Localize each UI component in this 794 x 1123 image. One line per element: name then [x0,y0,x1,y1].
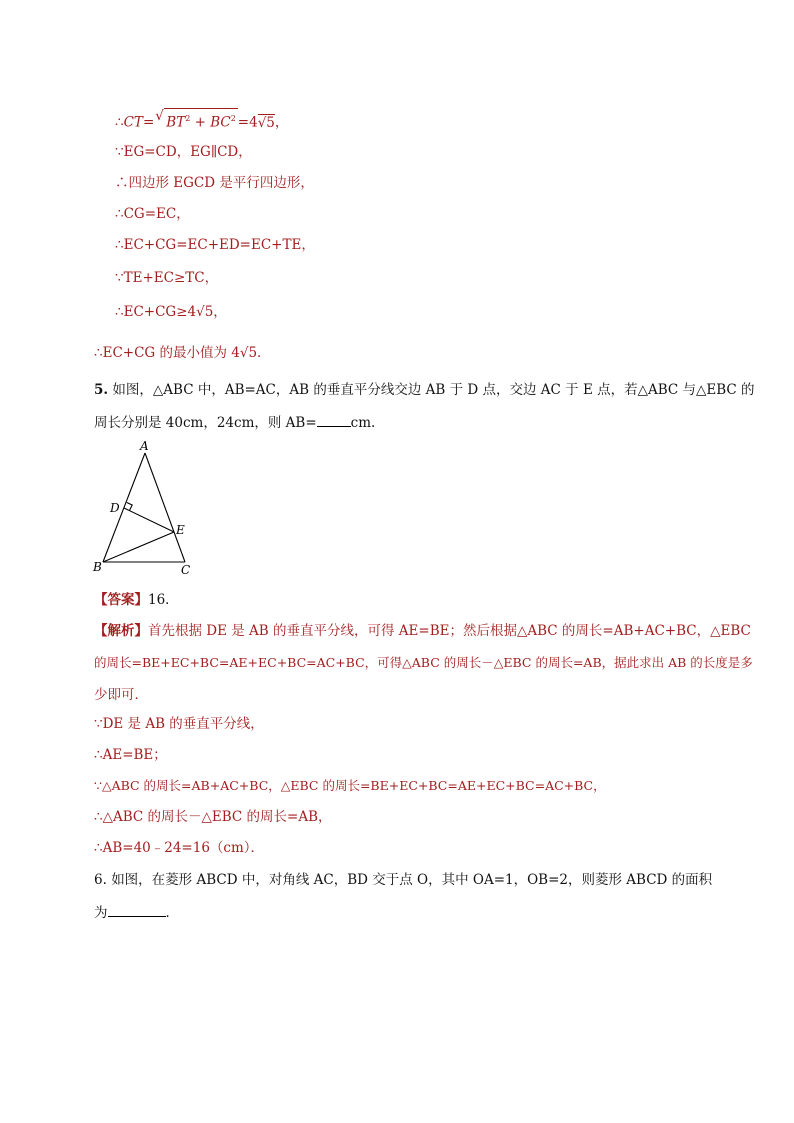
q5-answer-blank[interactable] [317,412,351,427]
q5-analysis-line3: 少即可． [94,687,148,703]
step-eg: ∵EG=CD，EG∥CD， [115,144,252,160]
q5-analysis-line2: 的周长=BE+EC+BC=AE+EC+BC=AC+BC，可得△ABC 的周长－△EBC 的周长=AB，据此求出 AB 的长度是多 [94,655,753,670]
q6-number: 6. [94,872,107,888]
step-parallelogram: ∴四边形 EGCD 是平行四边形， [115,175,314,191]
analysis-tag: 【解析】 [94,623,148,639]
step-result: ∴EC+CG≥4√5， [115,304,227,320]
q5-step-3: ∵△ABC 的周长=AB+AC+BC，△EBC 的周长=BE+EC+BC=AE+EC+BC=AC+BC， [94,778,606,793]
step-sum: ∴EC+CG=EC+ED=EC+TE， [115,237,315,253]
q5-step-2: ∴AE=BE； [94,747,167,763]
analysis-text-1: 首先根据 DE 是 AB 的垂直平分线，可得 AE=BE；然后根据△ABC 的周长=AB+AC+BC，△EBC [148,623,751,639]
label-a: A [140,440,149,453]
q5-answer [94,590,179,610]
step-ct: ∴CT= √ $BT^2 + BC^2 =4√5$， [115,108,289,131]
q5-line1: 如图，△ABC 中，AB=AC，AB 的垂直平分线交边 AB 于 D 点，交边 AC 于 E 点，若△ABC 与△EBC 的 [112,382,755,398]
q5-step-1: ∵DE 是 AB 的垂直平分线， [94,716,264,732]
q6-answer-blank[interactable] [108,902,166,917]
q6-line2-pre: 为 [94,905,108,921]
step-triangle-ineq: ∵TE+EC≥TC， [115,270,219,286]
q6-line2-post: ． [165,905,179,921]
side-ac [145,453,185,562]
q6-text-line2 [94,902,179,923]
q5-step-5: ∴AB=40﹣24=16（cm）． [94,840,265,856]
q5-step-4: ∴△ABC 的周长－△EBC 的周长=AB， [94,809,332,825]
q6-text-line1 [94,870,712,890]
answer-value: 16． [148,592,179,608]
q6-line1: 如图，在菱形 ABCD 中，对角线 AC，BD 交于点 O，其中 OA=1，OB=2，则菱形 ABCD 的面积 [111,872,713,888]
label-b: B [93,560,102,574]
q5-line2-post: cm. [350,415,376,431]
answer-tag: 【答案】 [94,592,148,608]
step-cg-ec: ∴CG=EC， [115,206,190,222]
q5-number: 5. [94,382,109,398]
q5-line2-pre: 周长分别是 40cm，24cm，则 AB= [94,415,317,431]
q5-triangle-figure [88,440,208,580]
q5-text-line1 [94,380,755,400]
conclusion: ∴EC+CG 的最小值为 4√5． [94,345,271,361]
q5-analysis-line1 [94,621,751,641]
label-c: C [181,563,191,577]
q5-text-line2 [94,412,375,433]
segment-be [103,532,174,562]
label-e: E [176,523,185,537]
label-d: D [110,501,120,515]
